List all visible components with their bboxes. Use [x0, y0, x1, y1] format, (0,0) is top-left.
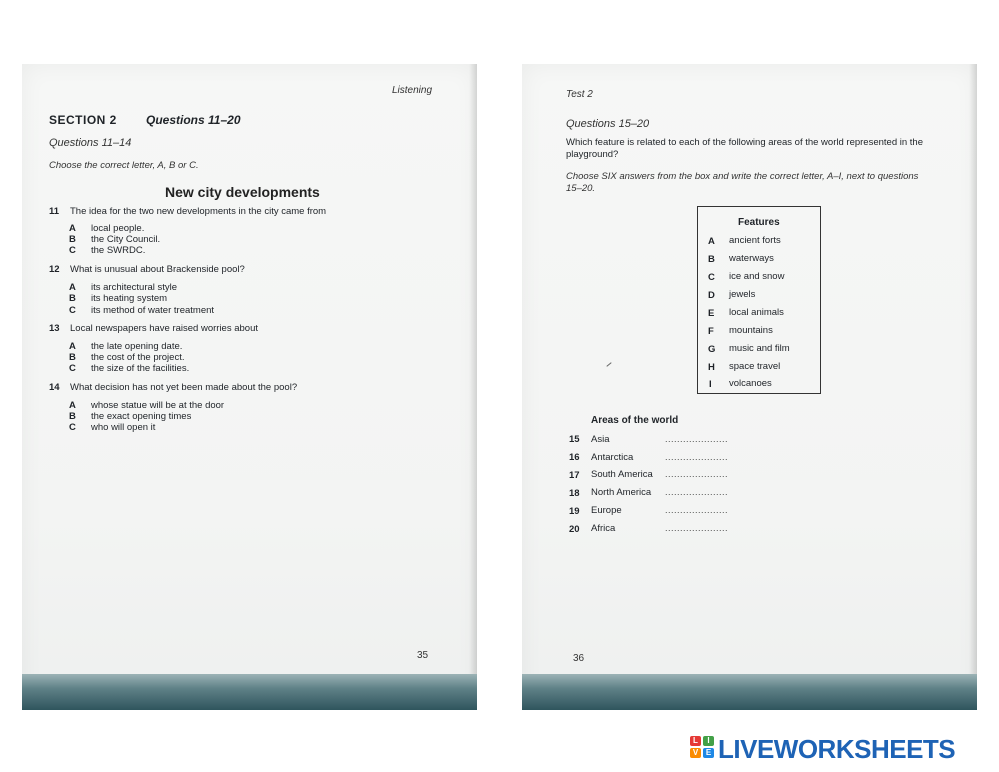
option-text[interactable]: the SWRDC.	[91, 245, 146, 256]
option-letter: B	[69, 234, 76, 245]
page-number: 35	[417, 650, 429, 661]
area-number: 15	[569, 434, 580, 445]
subsection-heading: Questions 15–20	[566, 118, 650, 130]
page-edge-shadow	[469, 64, 477, 710]
question-number: 11	[49, 206, 60, 217]
scan-bottom-band	[22, 674, 477, 710]
right-page	[522, 64, 977, 710]
page-edge-shadow	[969, 64, 977, 710]
stray-pen-mark	[606, 362, 611, 367]
page-title: New city developments	[165, 184, 320, 200]
instruction-line-2: 15–20.	[566, 183, 596, 194]
area-name: North America	[591, 487, 652, 498]
feature-letter: F	[708, 326, 714, 337]
section-questions: Questions 11–20	[146, 113, 241, 127]
area-number: 17	[569, 470, 580, 481]
option-letter: B	[69, 411, 76, 422]
answer-blank[interactable]: .....................	[665, 469, 729, 479]
answer-blank[interactable]: .....................	[665, 505, 729, 515]
option-text[interactable]: the cost of the project.	[91, 352, 185, 363]
instruction: Choose the correct letter, A, B or C.	[49, 160, 199, 171]
feature-letter: I	[709, 379, 712, 390]
scan-bottom-band	[522, 674, 977, 710]
feature-letter: H	[708, 362, 715, 373]
subsection-heading: Questions 11–14	[49, 137, 132, 149]
option-text[interactable]: who will open it	[91, 422, 156, 433]
option-text[interactable]: its architectural style	[91, 282, 178, 293]
areas-title: Areas of the world	[591, 415, 679, 426]
instruction-line-1: Choose SIX answers from the box and write the correct letter, A–I, next to questions	[566, 171, 919, 182]
feature-text: ice and snow	[729, 271, 785, 282]
question-text: What decision has not yet been made about the pool?	[70, 382, 298, 393]
question-number: 14	[49, 382, 60, 393]
prompt-line-2: playground?	[566, 149, 619, 160]
option-letter: A	[69, 223, 76, 234]
question-text: What is unusual about Brackenside pool?	[70, 264, 245, 275]
option-text[interactable]: its heating system	[91, 293, 168, 304]
answer-blank[interactable]: .....................	[665, 452, 729, 462]
question-number: 13	[49, 323, 60, 334]
section-label: SECTION 2	[49, 113, 117, 127]
feature-letter: E	[708, 308, 715, 319]
left-page	[22, 64, 477, 710]
feature-text: jewels	[729, 289, 756, 300]
feature-text: space travel	[729, 361, 781, 372]
question-text: The idea for the two new developments in the city came from	[70, 206, 327, 217]
option-letter: C	[69, 422, 76, 433]
question-number: 12	[49, 264, 60, 275]
answer-blank[interactable]: .....................	[665, 434, 729, 444]
area-number: 18	[569, 488, 580, 499]
option-letter: A	[69, 341, 76, 352]
option-text[interactable]: local people.	[91, 223, 145, 234]
running-header: Test 2	[566, 89, 593, 100]
question-text: Local newspapers have raised worries about	[70, 323, 258, 334]
prompt-line-1: Which feature is related to each of the following areas of the world represented in the	[566, 137, 923, 148]
feature-letter: C	[708, 272, 715, 283]
logo-tile: L	[690, 736, 701, 746]
area-name: Antarctica	[591, 452, 634, 463]
running-header: Listening	[392, 85, 433, 96]
logo-tile: E	[703, 748, 714, 758]
option-text[interactable]: whose statue will be at the door	[91, 400, 225, 411]
area-name: Europe	[591, 505, 622, 516]
feature-text: local animals	[729, 307, 784, 318]
feature-text: volcanoes	[729, 378, 772, 389]
option-letter: A	[69, 282, 76, 293]
area-name: South America	[591, 469, 653, 480]
option-letter: B	[69, 293, 76, 304]
feature-text: mountains	[729, 325, 773, 336]
logo-tile: V	[690, 748, 701, 758]
feature-text: waterways	[729, 253, 774, 264]
area-name: Africa	[591, 523, 616, 534]
logo-wordmark: LIVEWORKSHEETS	[718, 734, 956, 764]
feature-letter: D	[708, 290, 715, 301]
option-letter: C	[69, 363, 76, 374]
logo-tile-grid-icon	[690, 736, 716, 760]
features-box	[697, 206, 821, 394]
features-title: Features	[738, 217, 780, 228]
area-number: 19	[569, 506, 580, 517]
area-name: Asia	[591, 434, 610, 445]
option-text[interactable]: the late opening date.	[91, 341, 183, 352]
option-letter: C	[69, 245, 76, 256]
option-letter: B	[69, 352, 76, 363]
answer-blank[interactable]: .....................	[665, 523, 729, 533]
option-letter: A	[69, 400, 76, 411]
option-text[interactable]: the size of the facilities.	[91, 363, 190, 374]
option-text[interactable]: its method of water treatment	[91, 305, 215, 316]
option-text[interactable]: the exact opening times	[91, 411, 192, 422]
logo-tile: I	[703, 736, 714, 746]
feature-text: ancient forts	[729, 235, 781, 246]
feature-text: music and film	[729, 343, 790, 354]
page-number: 36	[573, 653, 585, 664]
feature-letter: A	[708, 236, 715, 247]
area-number: 16	[569, 452, 580, 463]
option-text[interactable]: the City Council.	[91, 234, 161, 245]
area-number: 20	[569, 524, 580, 535]
feature-letter: B	[708, 254, 715, 265]
answer-blank[interactable]: .....................	[665, 487, 729, 497]
feature-letter: G	[708, 344, 716, 355]
option-letter: C	[69, 305, 76, 316]
